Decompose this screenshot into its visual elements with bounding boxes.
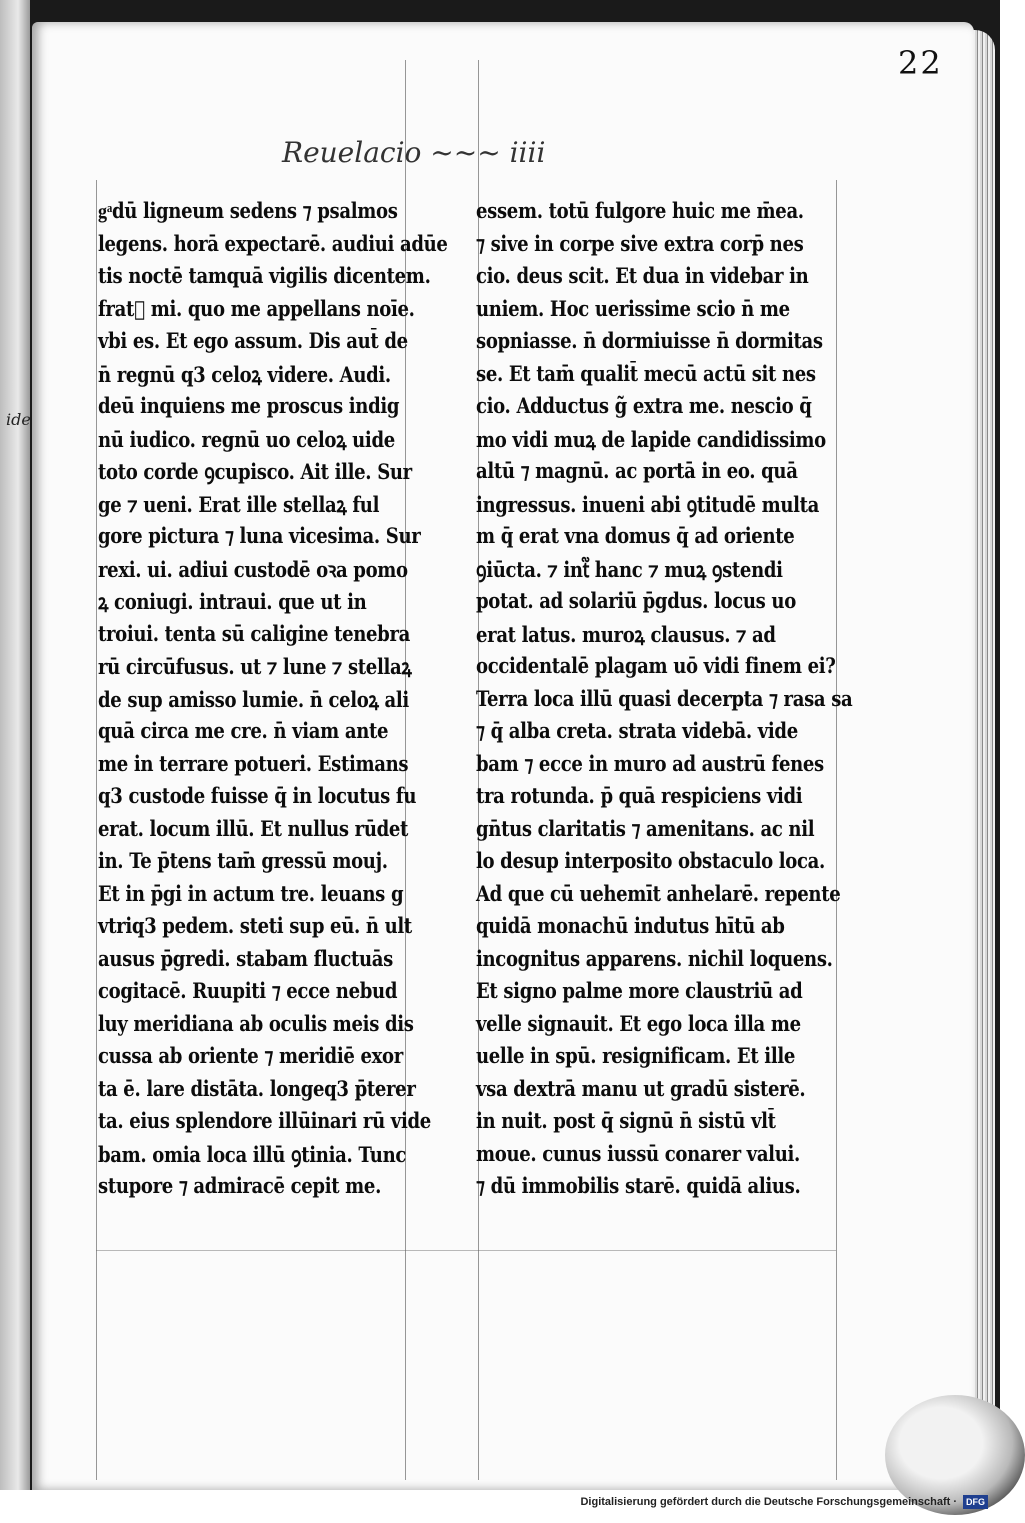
text-line: quā circa me cre. n̄ viam ante [98, 718, 389, 743]
text-line: in nuit. post q̄ signū n̄ sistū vlt̄ [476, 1108, 776, 1133]
text-line: legens. horā expectarē. audiui adūe [98, 230, 448, 256]
text-line: Et in p̄gi in actum tre. leuans g [98, 880, 404, 906]
left-margin-note: ide [6, 410, 31, 429]
text-line: mo vidi muꝝ de lapide candidissimo [476, 426, 826, 452]
text-line: ta. eius splendore illūinari rū vide [98, 1108, 431, 1133]
text-line: ⁊ q̄ alba creta. strata videbā. vide [476, 718, 798, 743]
text-line: rexi. ui. adiui custodē oꝛa pomo [98, 556, 408, 582]
text-line: toto corde ꝯcupisco. Ait ille. Sur [98, 459, 412, 484]
text-line: ausus p̄gredi. stabam fluctuās [98, 945, 393, 971]
text-line: q3 custode fuisse q̄ in locutus fu [98, 783, 417, 808]
text-line: ge ⁊ ueni. Erat ille stellaꝝ ful [98, 491, 380, 517]
text-line: m q̄ erat vna domus q̄ ad oriente [476, 523, 795, 548]
text-line: troiui. tenta sū caligine tenebra [98, 620, 410, 646]
text-line: ta ē. lare distāta. longeq3 p̄terer [98, 1075, 416, 1101]
text-line: uelle in spū. resignificam. Et ille [476, 1043, 795, 1068]
text-line: cio. deus scit. Et dua in videbar in [476, 263, 809, 288]
text-line: uniem. Hoc uerissime scio n̄ me [476, 295, 790, 321]
text-line: Et signo palme more claustriū ad [476, 978, 803, 1003]
text-line: ⁊ sive in corpe sive extra corp̄ nes [476, 230, 804, 256]
text-line: vsa dextrā manu ut gradū sisterē. [476, 1075, 806, 1101]
text-line: gn̄tus claritatis ⁊ amenitans. ac nil [476, 815, 815, 841]
running-title: Reuelacio ~~~ iiii [282, 136, 546, 169]
text-line: altū ⁊ magnū. ac portā in eo. quā [476, 458, 798, 483]
text-line: quidā monachū indutus hītū ab [476, 913, 785, 938]
left-page-sliver [0, 0, 30, 1490]
text-line: incognitus apparens. nichil loquens. [476, 945, 833, 971]
text-line: se. Et tam̄ qualit̄ mecū actū sit nes [476, 360, 816, 386]
text-line: cio. Adductus g̃ extra me. nescio q̄ [476, 393, 812, 418]
text-line: rū circūfusus. ut ⁊ lune ⁊ stellaꝝ [98, 654, 412, 679]
footer [580, 1495, 988, 1509]
text-line: stupore ⁊ admiracē cepit me. [98, 1173, 382, 1198]
text-line: ⁊ dū immobilis starē. quidā alius. [476, 1173, 801, 1198]
text-line: me in terrare potueri. Estimans [98, 750, 409, 776]
text-line: frat᷑ mi. quo me appellans noīe. [98, 295, 415, 321]
text-line: bam ⁊ ecce in muro ad austrū fenes [476, 750, 824, 776]
text-line: Ad que cū uehemīt anhelarē. repente [476, 880, 841, 906]
text-line: ꝯiūcta. ⁊ int᷑ hanc ⁊ muꝝ ꝯstendi [476, 556, 783, 582]
text-line: potat. ad solariū p̄gdus. locus uo [476, 588, 796, 613]
text-line: cogitacē. Ruupiti ⁊ ecce nebud [98, 978, 398, 1003]
text-line: bam. omia loca illū ꝯtinia. Tunc [98, 1141, 407, 1167]
text-line: n̄ regnū q3 celoꝝ videre. Audi. [98, 361, 391, 387]
text-line: sopniasse. n̄ dormiuisse n̄ dormitas [476, 328, 823, 353]
text-line: erat. locum illū. Et nullus rūdet [98, 815, 409, 841]
text-line: vbi es. Et ego assum. Dis aut̄ de [98, 328, 408, 353]
text-column-right [476, 198, 876, 1206]
text-line: velle signauit. Et ego loca illa me [476, 1010, 801, 1036]
text-line: ꝝ coniugi. intraui. que ut in [98, 589, 367, 614]
text-line: de sup amisso lumie. n̄ celoꝝ ali [98, 686, 409, 712]
ruling-line [96, 180, 97, 1480]
text-line: nū iudico. regnū uo celoꝝ uide [98, 426, 395, 452]
text-line: tis noctē tamquā vigilis dicentem. [98, 263, 431, 288]
ruling-line [96, 1250, 836, 1251]
text-line: ingressus. inueni abi ꝯtitudē multa [476, 491, 819, 517]
text-line: deū inquiens me proscus indig [98, 393, 400, 418]
text-line: gͣdū ligneum sedens ⁊ psalmos [98, 198, 398, 223]
text-column-left [98, 198, 448, 1206]
text-line: erat latus. muroꝝ clausus. ⁊ ad [476, 621, 776, 647]
text-line: gore pictura ⁊ luna vicesima. Sur [98, 523, 421, 548]
text-line: tra rotunda. p̄ quā respiciens vidi [476, 783, 803, 808]
text-line: in. Te p̄tens tam̄ gressū mouj. [98, 848, 388, 873]
text-line: luy meridiana ab oculis meis dis [98, 1010, 414, 1036]
text-line: cussa ab oriente ⁊ meridiē exor [98, 1043, 403, 1068]
dfg-logo: DFG [963, 1495, 988, 1509]
footer-text: Digitalisierung gefördert durch die Deutsche Forschungsgemeinschaft · [580, 1496, 957, 1508]
text-line: occidentalē plagam uō vidi finem ei? [476, 653, 836, 678]
text-line: lo desup interposito obstaculo loca. [476, 848, 825, 873]
text-line: vtriq3 pedem. steti sup eū. n̄ ult [98, 913, 412, 938]
folio-number: 22 [898, 44, 943, 82]
text-line: moue. cunus iussū conarer valui. [476, 1140, 800, 1166]
text-line: essem. totū fulgore huic me m̄ea. [476, 198, 804, 223]
text-line: Terra loca illū quasi decerpta ⁊ rasa sa [476, 685, 853, 711]
